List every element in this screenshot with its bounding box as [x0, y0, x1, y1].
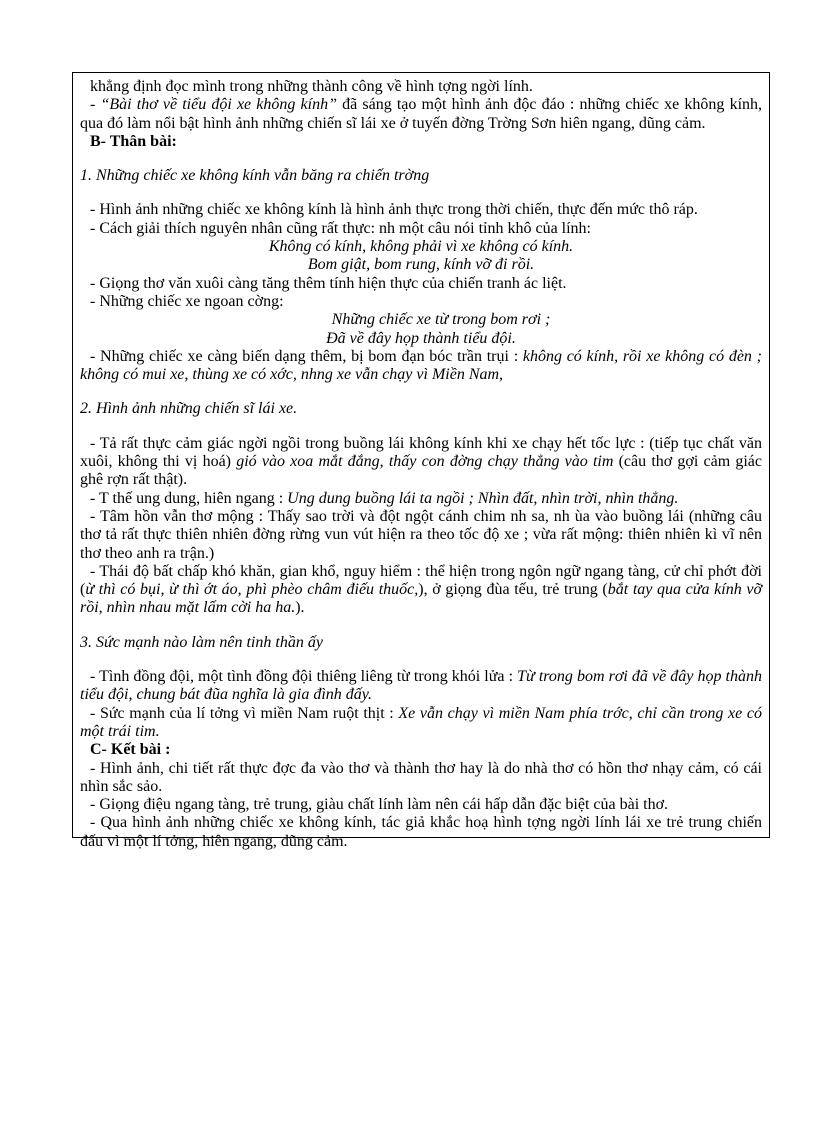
paragraph: [80, 78, 762, 96]
italic-text: Xe vẫn chạy vì miền Nam phía trớc, chỉ cần trong xe có một trái tim.: [80, 704, 763, 740]
text-run: - Cách giải thích nguyên nhân cũng rất thực: nh một câu nói tỉnh khô của lính:: [90, 219, 591, 237]
text-run: - Tình đồng đội, một tình đồng đội thiêng liêng từ trong khói lửa :: [90, 668, 518, 686]
text-run: ).: [295, 599, 305, 617]
text-run: 3. Sức mạnh nào làm nên tinh thần ấy: [80, 633, 323, 651]
italic-text: bắt tay qua cửa kính vỡ rồi, nhìn nhau mặt lấm cời ha ha.: [80, 581, 763, 617]
italic-text: “Bài thơ về tiểu đội xe không kính”: [100, 96, 337, 114]
verse-line: [80, 238, 762, 256]
text-run: khẳng định đọc mình trong những thành công về hình tợng ngời lính.: [90, 78, 533, 95]
subsection-heading: [80, 400, 762, 418]
text-run: B- Thân bài:: [90, 132, 177, 150]
document-body: [73, 73, 769, 851]
paragraph: [80, 435, 762, 490]
section-heading: [80, 741, 762, 759]
text-run: - Những chiếc xe càng biến dạng thêm, bị bom đạn bóc trần trụi :: [90, 347, 523, 365]
paragraph: [80, 348, 762, 385]
italic-text: Ung dung buồng lái ta ngồi ; Nhìn đất, nhìn trời, nhìn thẳng.: [287, 489, 679, 507]
subsection-heading: [80, 634, 762, 652]
italic-text: ừ thì có bụi, ừ thì ớt áo, phì phèo châm điếu thuốc,: [85, 581, 419, 599]
text-run: Bom giật, bom rung, kính vỡ đi rồi.: [307, 256, 535, 274]
verse-line: [80, 330, 762, 348]
paragraph: [80, 275, 762, 293]
paragraph: [80, 96, 762, 133]
section-heading: [80, 133, 762, 151]
text-run: - Qua hình ảnh những chiếc xe không kính, tác giả khắc hoạ hình tợng ngời lính lái xe trẻ trung chiến đấu vì một lí tởng, hiên ngang, dũng cảm.: [80, 814, 762, 850]
text-run: - Thái độ bất chấp khó khăn, gian khổ, nguy hiểm : thể hiện trong ngôn ngữ ngang tàng, cử chỉ phớt đời (: [80, 562, 762, 599]
verse-line: [80, 256, 762, 274]
text-run: - Giọng điệu ngang tàng, trẻ trung, giàu chất lính làm nên cái hấp dẫn đặc biệt của bài thơ.: [90, 796, 669, 814]
verse-line: [80, 311, 762, 329]
text-run: Không có kính, không phải vì xe không có kính.: [268, 238, 574, 256]
text-run: Đã về đây họp thành tiểu đội.: [326, 329, 516, 347]
text-run: Những chiếc xe từ trong bom rơi ;: [331, 311, 551, 329]
subsection-heading: [80, 167, 762, 185]
text-run: - T thế ung dung, hiên ngang :: [90, 489, 288, 507]
text-run: - Tả rất thực cảm giác ngời ngồi trong buồng lái không kính khi xe chạy hết tốc lực : (tiếp tục chất văn xuôi, không thi vị hoá): [80, 434, 762, 471]
text-run: (câu thơ gợi cảm giác ghê rợn rất thật).: [80, 453, 763, 489]
paragraph: [80, 814, 762, 851]
paragraph: [80, 293, 762, 311]
paragraph: [80, 201, 762, 219]
paragraph: [80, 796, 762, 814]
text-run: -: [90, 96, 101, 114]
paragraph: [80, 490, 762, 508]
italic-text: không có kính, rồi xe không có đèn ; không có mui xe, thùng xe có xớc, nhng xe vẫn chạy vì Miền Nam,: [80, 347, 762, 384]
text-run: 1. Những chiếc xe không kính vẫn băng ra chiến trờng: [80, 167, 430, 185]
paragraph: [80, 760, 762, 797]
text-run: ), ở giọng đùa tếu, trẻ trung (: [418, 581, 608, 599]
paragraph: [80, 508, 762, 563]
paragraph: [80, 705, 762, 742]
text-run: - Hình ảnh những chiếc xe không kính là hình ảnh thực trong thời chiến, thực đến mức thô ráp.: [90, 201, 698, 219]
text-run: - Tâm hồn vẫn thơ mộng : Thấy sao trời và đột ngột cánh chim nh sa, nh ùa vào buồng lái (những câu thơ tả rất thực thiên nhiên đờng rừng vun vút hiện ra theo tốc độ xe ; vừa rất mộng: thiên nhiên kì vĩ nên thơ theo anh ra trận.): [80, 507, 762, 562]
italic-text: Từ trong bom rơi đã về đây họp thành tiểu đội, chung bát đũa nghĩa là gia đình đấy.: [80, 668, 763, 704]
text-run: 2. Hình ảnh những chiến sĩ lái xe.: [80, 400, 298, 418]
paragraph: [80, 563, 762, 618]
text-run: - Sức mạnh của lí tởng vì miền Nam ruột thịt :: [90, 704, 399, 722]
italic-text: gió vào xoa mắt đắng, thấy con đờng chạy thẳng vào tim: [236, 453, 614, 471]
text-run: - Giọng thơ văn xuôi càng tăng thêm tính hiện thực của chiến tranh ác liệt.: [90, 274, 567, 292]
text-run: - Hình ảnh, chi tiết rất thực đợc đa vào thơ và thành thơ hay là do nhà thơ có hồn thơ nhạy cảm, có cái nhìn sắc sảo.: [80, 759, 762, 795]
text-run: đã sáng tạo một hình ảnh độc đáo : những chiếc xe không kính, qua đó làm nổi bật hình ảnh những chiến sĩ lái xe ở tuyến đờng Trờng Sơn hiên ngang, dũng cảm.: [80, 96, 763, 132]
text-run: - Những chiếc xe ngoan cờng:: [90, 292, 284, 310]
paragraph: [80, 668, 762, 705]
document-frame: [72, 72, 770, 850]
text-run: C- Kết bài :: [90, 741, 171, 759]
paragraph: [80, 220, 762, 238]
